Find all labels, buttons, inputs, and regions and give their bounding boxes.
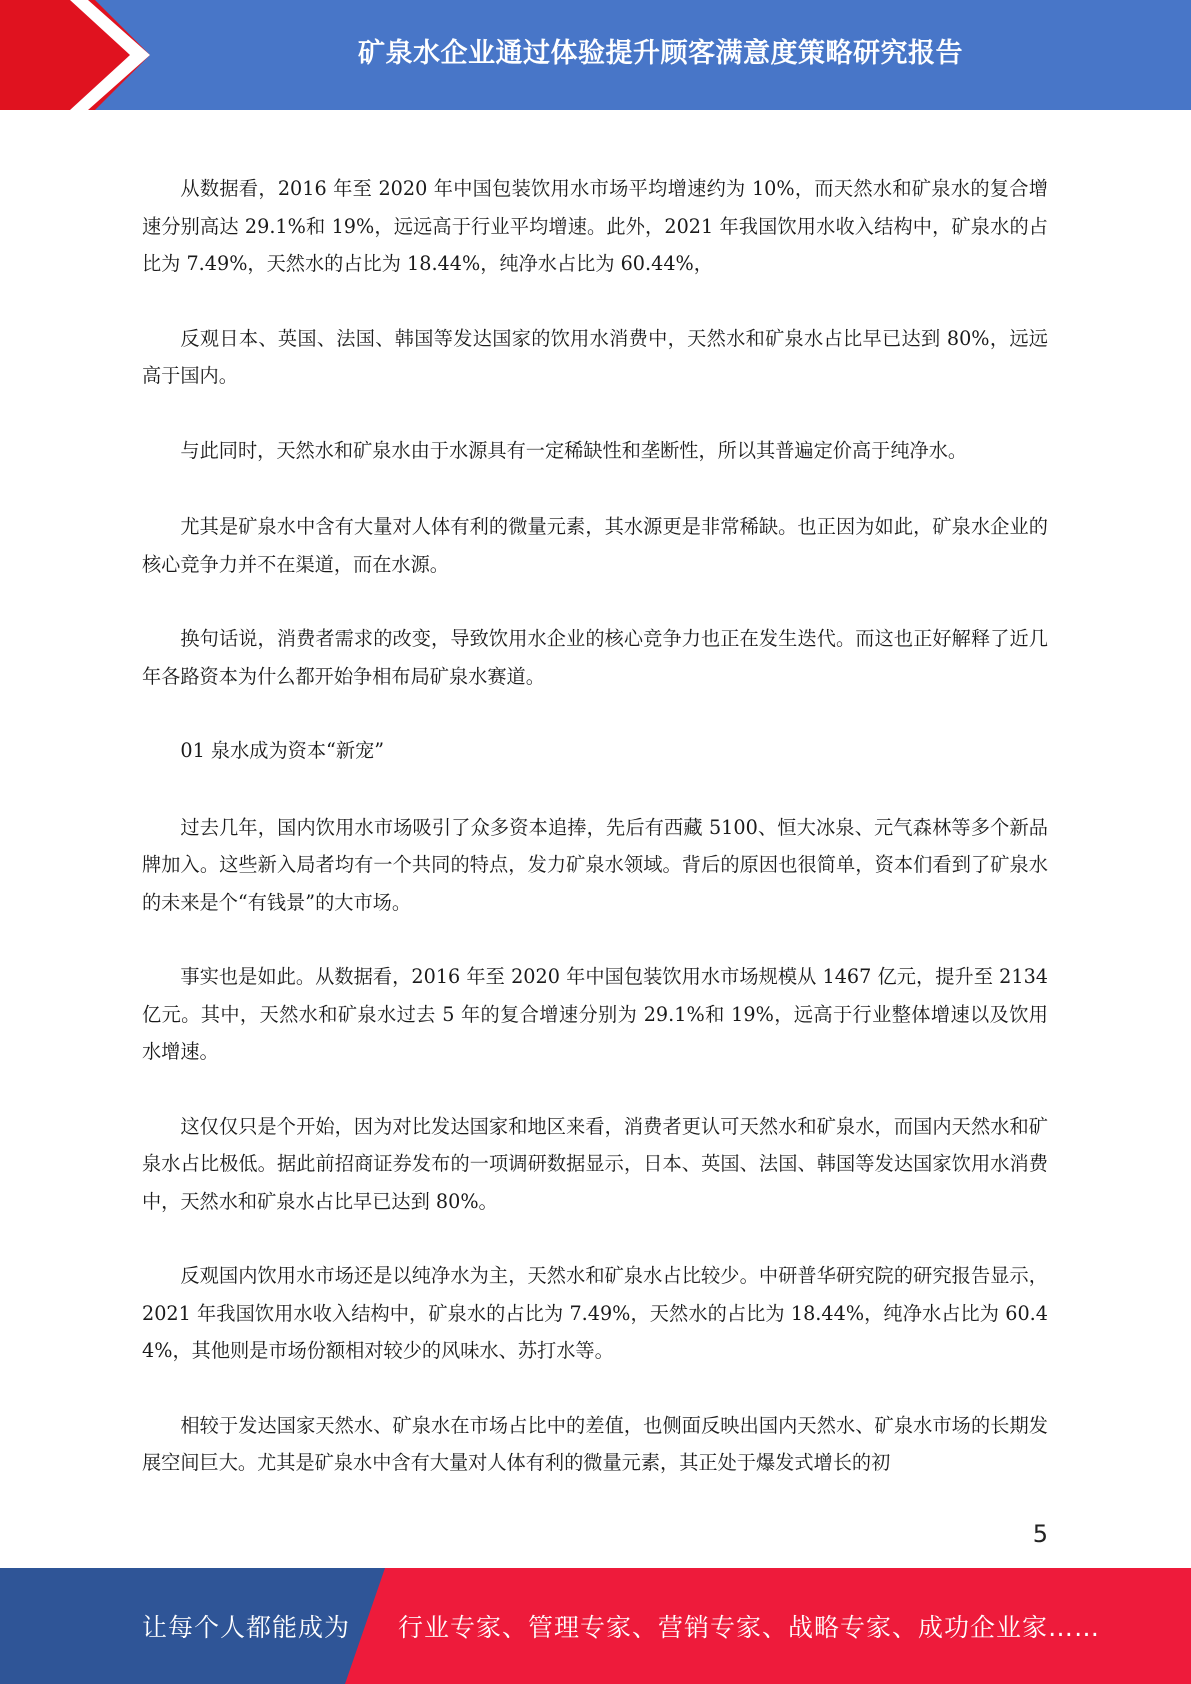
header-chevron-decoration — [0, 0, 170, 110]
section-heading: 01 泉水成为资本“新宠” — [180, 739, 385, 762]
paragraph: 这仅仅只是个开始，因为对比发达国家和地区来看，消费者更认可天然水和矿泉水，而国内天然水和矿泉水占比极低。据此前招商证券发布的一项调研数据显示，日本、英国、法国、韩国等发达国家饮用水消费中，天然水和矿泉水占比早已达到 80%。 — [142, 1114, 1048, 1213]
paragraph: 与此同时，天然水和矿泉水由于水源具有一定稀缺性和垄断性，所以其普遍定价高于纯净水。 — [180, 438, 968, 462]
page-number: 5 — [1032, 1520, 1048, 1548]
paragraph: 相较于发达国家天然水、矿泉水在市场占比中的差值，也侧面反映出国内天然水、矿泉水市场的长期发展空间巨大。尤其是矿泉水中含有大量对人体有利的微量元素，其正处于爆发式增长的初 — [142, 1413, 1048, 1474]
paragraph: 过去几年，国内饮用水市场吸引了众多资本追捧，先后有西藏 5100、恒大冰泉、元气森林等多个新品牌加入。这些新入局者均有一个共同的特点，发力矿泉水领域。背后的原因也很简单，资本们看到了矿泉水的未来是个“有钱景”的大市场。 — [142, 815, 1048, 914]
paragraph: 从数据看，2016 年至 2020 年中国包装饮用水市场平均增速约为 10%，而天然水和矿泉水的复合增速分别高达 29.1%和 19%，远远高于行业平均增速。此外，2021 年我国饮用水收入结构中，矿泉水的占比为 7.49%，天然水的占比为 18.44%，纯净水占比为 60.44%， — [142, 177, 1048, 275]
paragraph: 事实也是如此。从数据看，2016 年至 2020 年中国包装饮用水市场规模从 1467 亿元，提升至 2134 亿元。其中，天然水和矿泉水过去 5 年的复合增速分别为 29.1%和 19%，远高于行业整体增速以及饮用水增速。 — [142, 965, 1048, 1063]
document-body — [142, 170, 1048, 1519]
paragraph: 尤其是矿泉水中含有大量对人体有利的微量元素，其水源更是非常稀缺。也正因为如此，矿泉水企业的核心竞争力并不在渠道，而在水源。 — [142, 515, 1048, 576]
header-title: 矿泉水企业通过体验提升顾客满意度策略研究报告 — [358, 37, 963, 69]
paragraph: 反观日本、英国、法国、韩国等发达国家的饮用水消费中，天然水和矿泉水占比早已达到 80%，远远高于国内。 — [142, 326, 1048, 387]
page-footer — [0, 1568, 1191, 1684]
paragraph: 反观国内饮用水市场还是以纯净水为主，天然水和矿泉水占比较少。中研普华研究院的研究报告显示，2021 年我国饮用水收入结构中，矿泉水的占比为 7.49%，天然水的占比为 18.44%，纯净水占比为 60.44%，其他则是市场份额相对较少的风味水、苏打水等。 — [142, 1264, 1048, 1362]
paragraph: 换句话说，消费者需求的改变，导致饮用水企业的核心竞争力也正在发生迭代。而这也正好解释了近几年各路资本为什么都开始争相布局矿泉水赛道。 — [142, 627, 1048, 688]
footer-slogan-left: 让每个人都能成为 — [142, 1613, 351, 1642]
page-header — [0, 0, 1191, 110]
header-red-chevron — [0, 0, 150, 110]
footer-slogan-right: 行业专家、管理专家、营销专家、战略专家、成功企业家…… — [398, 1613, 1101, 1642]
